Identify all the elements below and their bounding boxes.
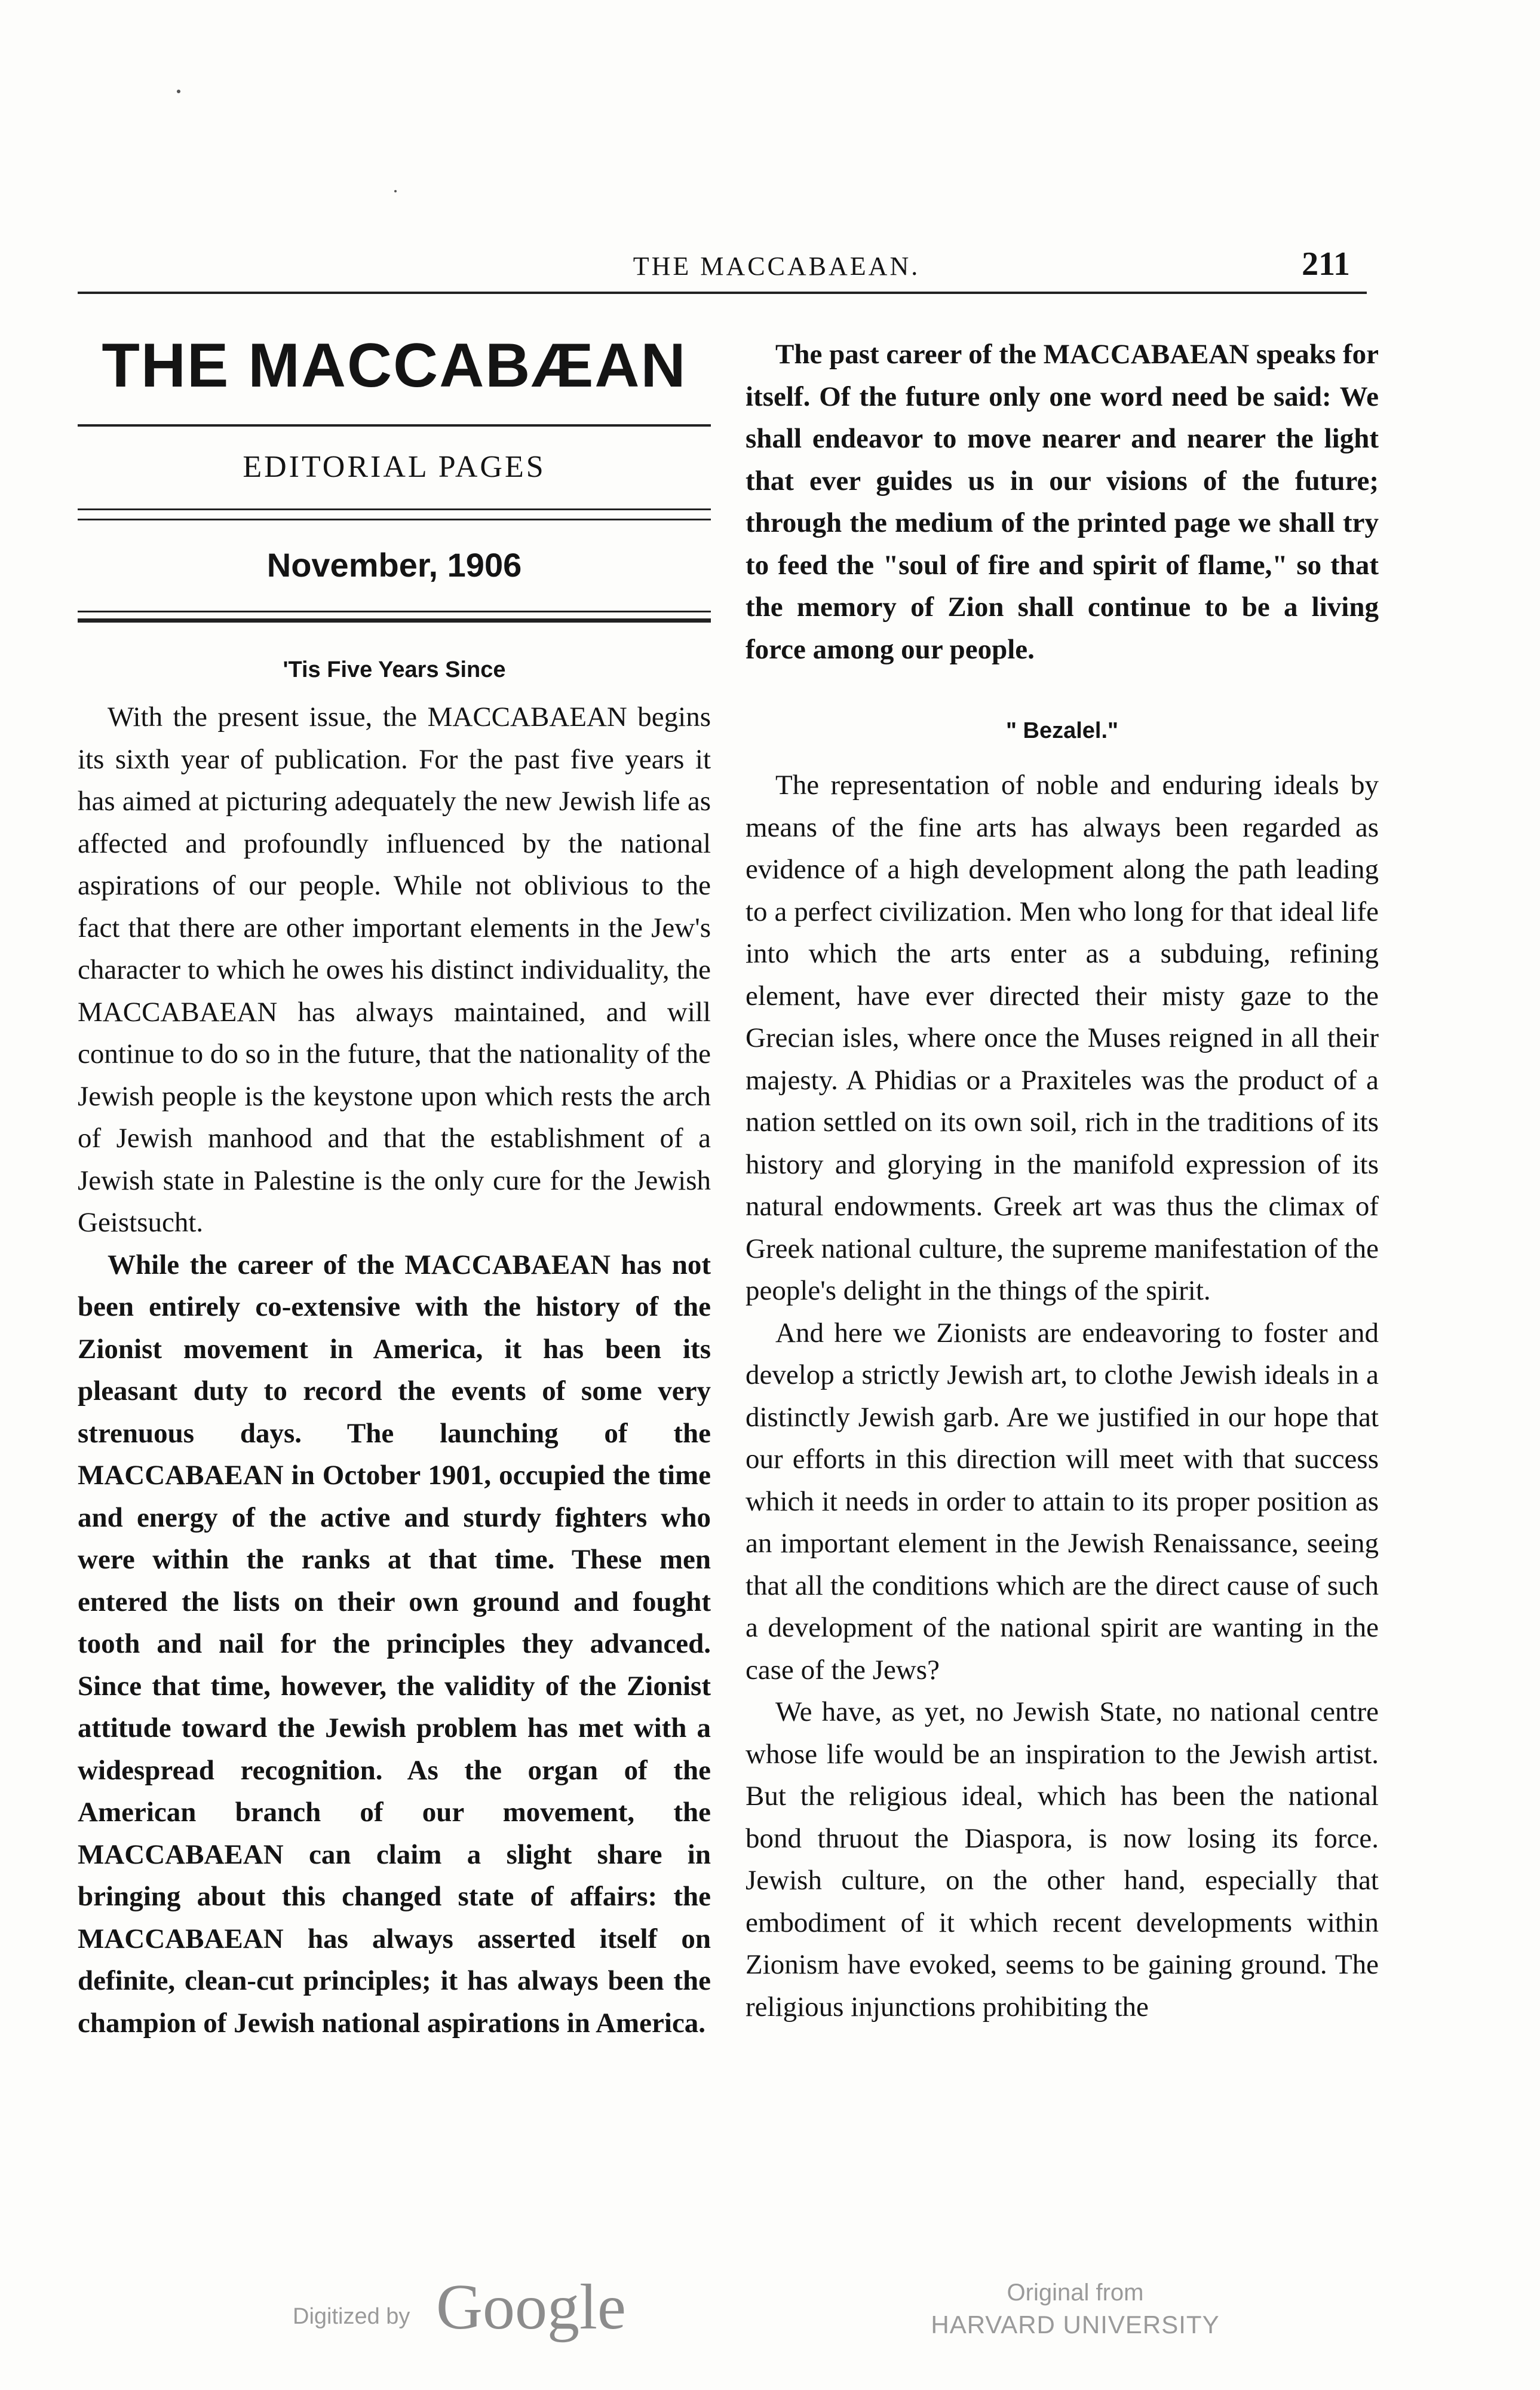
article-title: 'Tis Five Years Since (283, 657, 506, 682)
paragraph: With the present issue, the MACCABAEAN begins its sixth year of publication. For the past five years it has aimed at picturing adequately the new Jewish life as affected and profoundly influenced by the national aspirations of our people. While not oblivious to the fact that there are other important elements in the Jew's character to which he owes his distinct individuality, the MACCABAEAN has always maintained, and will continue to do so in the future, that the nationality of the Jewish people is the keystone upon which rests the arch of Jewish manhood and that the establishment of a Jewish state in Palestine is the only cure for the Jewish Geistsucht. (78, 701, 711, 1238)
right-column (746, 299, 1379, 2028)
page-number: 211 (1302, 246, 1350, 283)
date-rule-top (78, 611, 711, 612)
paragraph: The representation of noble and enduring ideals by means of the fine arts has always been regarded as evidence of a high development along the path leading to a perfect civilization. Men who long for that ideal life into which the arts enter as a subduing, refining element, have ever directed their misty gaze to the Grecian isles, where once the Muses reigned in all their majesty. A Phidias or a Praxiteles was the product of a nation settled on its own soil, rich in the traditions of its history and glorying in the manifold expression of its natural endowments. Greek art was thus the climax of Greek national culture, the supreme manifestation of the people's delight in the things of the spirit. (746, 770, 1379, 1306)
running-title: THE MACCABAEAN. (633, 252, 921, 281)
header-rule (78, 292, 1367, 294)
left-column (78, 299, 711, 2044)
masthead-rule (78, 424, 711, 427)
paragraph: While the career of the MACCABAEAN has not been entirely co-extensive with the history of the Zionist movement in America, it has been its pleasant duty to record the events of some very strenuous days. The launching of the MACCABAEAN in October 1901, occupied the time and energy of the active and sturdy fighters who were within the ranks at that time. These men entered the lists on their own ground and fought tooth and nail for the principles they advanced. Since that time, however, the validity of the Zionist attitude toward the Jewish problem has met with a widespread recognition. As the organ of the American branch of our movement, the MACCABAEAN can claim a slight share in bringing about this changed state of affairs: the MACCABAEAN has always asserted itself on definite, clean-cut principles; it has always been the champion of Jewish national aspirations in America. (78, 1249, 711, 2039)
scan-speck (177, 90, 180, 93)
paragraph: We have, as yet, no Jewish State, no national centre whose life would be an inspiration to the Jewish artist. But the religious ideal, which has been the national bond thruout the Diaspora, is now losing its force. Jewish culture, on the other hand, especially that embodiment of it which recent developments within Zionism have evoked, seems to be gaining ground. The religious injunctions prohibiting the (746, 1696, 1379, 2023)
double-rule-bottom (78, 519, 711, 520)
masthead: THE MACCABÆAN (102, 331, 687, 400)
paragraph: And here we Zionists are endeavoring to foster and develop a strictly Jewish art, to clothe Jewish ideals in a distinctly Jewish garb. Are we justified in our hope that our efforts in this direction will meet with that success which it needs in order to attain to its proper position as an important element in the Jewish Renaissance, seeing that all the conditions which are the direct cause of such a development of the national spirit are wanting in the case of the Jews? (746, 1317, 1379, 1686)
digitized-by-label: Digitized by (293, 2304, 410, 2329)
date-rule-bottom (78, 618, 711, 623)
institution-label: HARVARD UNIVERSITY (931, 2311, 1220, 2339)
digitized-watermark (293, 2270, 711, 2348)
running-head (0, 246, 1540, 293)
scan-speck (394, 190, 397, 192)
issue-date: November, 1906 (266, 546, 522, 584)
article-title: " Bezalel." (1005, 718, 1119, 743)
source-watermark (920, 2276, 1231, 2341)
double-rule-top (78, 508, 711, 510)
section-subhead: EDITORIAL PAGES (243, 450, 546, 484)
paragraph: The past career of the MACCABAEAN speaks for itself. Of the future only one word need be said: We shall endeavor to move nearer and nearer the light that ever guides us in our visions of the future; through the medium of the printed page we shall try to feed the "soul of fire and spirit of flame," so that the memory of Zion shall continue to be a living force among our people. (746, 339, 1379, 665)
original-from-label: Original from (1007, 2279, 1144, 2306)
google-logo: Google (436, 2272, 626, 2343)
